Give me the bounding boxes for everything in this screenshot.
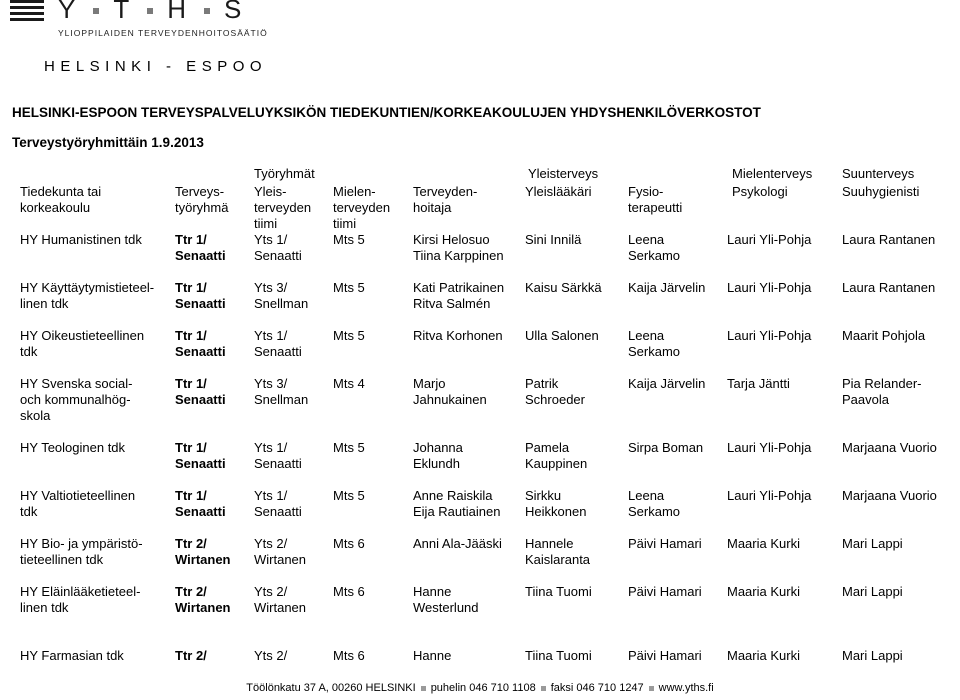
footer-separator [421,686,426,691]
cell-faculty: HY Humanistinen tdk [20,232,142,247]
cell-doctor: Schroeder [525,392,585,407]
cell-psych: Lauri Yli-Pohja [727,488,812,503]
cell-general: Senaatti [254,504,302,519]
cell-mental: Mts 5 [333,328,365,343]
cell-nurse: Johanna [413,440,463,455]
column-header-doctor: Yleislääkäri [525,184,592,199]
footer-address: Töölönkatu 37 A, 00260 HELSINKI [246,682,416,694]
cell-psych: Lauri Yli-Pohja [727,328,812,343]
cell-physio: Leena [628,488,665,503]
cell-nurse: Anni Ala-Jääski [413,536,502,551]
cell-doctor: Kaisu Särkkä [525,280,602,295]
group-header: Yleisterveys [528,166,599,181]
logo-separator [204,8,210,14]
cell-faculty: HY Käyttäytymistieteel- [20,280,155,295]
yths-logo-mark [10,0,44,22]
cell-doctor: Kaislaranta [525,552,591,567]
cell-nurse: Ritva Korhonen [413,328,503,343]
footer-separator [541,686,546,691]
footer-phone: puhelin 046 710 1108 [430,682,536,694]
cell-general: Yts 1/ [254,488,288,503]
column-header-psych: Psykologi [732,184,788,199]
column-header-mental: tiimi [333,216,357,231]
cell-mental: Mts 6 [333,648,365,663]
cell-general: Yts 1/ [254,440,288,455]
cell-psych: Maaria Kurki [727,536,800,551]
cell-hygienist: Laura Rantanen [842,280,936,295]
group-header: Mielenterveys [732,166,813,181]
cell-team: Ttr 2/ [175,584,207,599]
cell-general: Yts 2/ [254,648,288,663]
cell-team: Senaatti [175,344,226,359]
cell-doctor: Hannele [525,536,574,551]
cell-nurse: Ritva Salmén [413,296,491,311]
cell-general: Senaatti [254,456,302,471]
cell-hygienist: Laura Rantanen [842,232,936,247]
column-header-team: Terveys- [175,184,225,199]
cell-general: Yts 2/ [254,584,288,599]
column-header-team: työryhmä [175,200,229,215]
cell-physio: Päivi Hamari [628,584,702,599]
cell-psych: Maaria Kurki [727,584,800,599]
cell-hygienist: Mari Lappi [842,648,903,663]
cell-general: Yts 1/ [254,328,288,343]
cell-general: Snellman [254,296,309,311]
cell-faculty: HY Valtiotieteellinen [20,488,136,503]
city-heading: HELSINKI - ESPOO [44,58,268,75]
logo-separator [93,8,99,14]
cell-general: Senaatti [254,344,302,359]
cell-faculty: HY Farmasian tdk [20,648,124,663]
cell-general: Snellman [254,392,309,407]
cell-faculty: linen tdk [20,600,69,615]
cell-hygienist: Maarit Pohjola [842,328,926,343]
cell-faculty: tdk [20,344,38,359]
cell-mental: Mts 6 [333,536,365,551]
cell-hygienist: Mari Lappi [842,536,903,551]
cell-physio: Päivi Hamari [628,648,702,663]
cell-hygienist: Mari Lappi [842,584,903,599]
logo-letters [58,0,245,25]
footer-fax: faksi 046 710 1247 [550,682,644,694]
cell-team: Wirtanen [175,600,231,615]
cell-hygienist: Paavola [842,392,889,407]
cell-faculty: tdk [20,504,38,519]
logo-tagline: YLIOPPILAIDEN TERVEYDENHOITOSÄÄTIÖ [58,28,268,38]
column-header-mental: terveyden [333,200,391,215]
cell-psych: Lauri Yli-Pohja [727,280,812,295]
cell-team: Senaatti [175,296,226,311]
cell-faculty: linen tdk [20,296,69,311]
cell-general: Senaatti [254,248,302,263]
cell-faculty: skola [20,408,51,423]
cell-doctor: Tiina Tuomi [525,648,592,663]
cell-doctor: Tiina Tuomi [525,584,592,599]
cell-nurse: Westerlund [413,600,479,615]
cell-psych: Maaria Kurki [727,648,800,663]
cell-hygienist: Pia Relander- [842,376,922,391]
cell-general: Wirtanen [254,552,307,567]
column-header-faculty: Tiedekunta tai [20,184,102,199]
cell-doctor: Heikkonen [525,504,587,519]
cell-nurse: Jahnukainen [413,392,487,407]
column-header-hygienist: Suuhygienisti [842,184,920,199]
cell-physio: Serkamo [628,504,681,519]
cell-doctor: Ulla Salonen [525,328,599,343]
cell-nurse: Eklundh [413,456,460,471]
cell-nurse: Hanne [413,584,452,599]
logo-letter: Y [58,0,80,24]
cell-physio: Sirpa Boman [628,440,704,455]
cell-mental: Mts 5 [333,232,365,247]
cell-hygienist: Marjaana Vuorio [842,440,937,455]
cell-psych: Tarja Jäntti [727,376,790,391]
cell-nurse: Eija Rautiainen [413,504,501,519]
logo-letter: S [224,0,246,24]
yths-logo [10,0,268,44]
cell-team: Ttr 2/ [175,536,207,551]
column-header-general: tiimi [254,216,278,231]
cell-team: Ttr 1/ [175,232,207,247]
logo-separator [147,8,153,14]
column-header-physio: Fysio- [628,184,664,199]
cell-faculty: HY Svenska social- [20,376,133,391]
cell-doctor: Sini Innilä [525,232,582,247]
logo-letter: H [167,0,191,24]
cell-team: Wirtanen [175,552,231,567]
cell-doctor: Patrik [525,376,559,391]
cell-team: Senaatti [175,456,226,471]
cell-team: Ttr 1/ [175,376,207,391]
cell-nurse: Tiina Karppinen [413,248,504,263]
cell-faculty: och kommunalhög- [20,392,131,407]
column-header-nurse: hoitaja [413,200,452,215]
cell-physio: Kaija Järvelin [628,280,706,295]
column-header-faculty: korkeakoulu [20,200,91,215]
footer [0,682,960,694]
group-header: Työryhmät [254,166,315,181]
column-header-general: Yleis- [254,184,287,199]
cell-general: Wirtanen [254,600,307,615]
column-header-general: terveyden [254,200,312,215]
cell-mental: Mts 6 [333,584,365,599]
footer-separator [649,686,654,691]
cell-physio: Kaija Järvelin [628,376,706,391]
group-header: Suunterveys [842,166,915,181]
cell-team: Senaatti [175,504,226,519]
cell-physio: Serkamo [628,344,681,359]
cell-mental: Mts 4 [333,376,365,391]
cell-team: Ttr 2/ [175,648,207,663]
cell-physio: Leena [628,328,665,343]
column-header-physio: terapeutti [628,200,683,215]
column-header-nurse: Terveyden- [413,184,478,199]
cell-doctor: Pamela [525,440,570,455]
cell-faculty: HY Oikeustieteellinen [20,328,145,343]
cell-team: Ttr 1/ [175,328,207,343]
cell-hygienist: Marjaana Vuorio [842,488,937,503]
cell-faculty: HY Teologinen tdk [20,440,126,455]
cell-general: Yts 3/ [254,280,288,295]
cell-psych: Lauri Yli-Pohja [727,232,812,247]
cell-nurse: Hanne [413,648,452,663]
cell-team: Ttr 1/ [175,488,207,503]
logo-letter: T [113,0,134,24]
cell-nurse: Anne Raiskila [413,488,493,503]
cell-mental: Mts 5 [333,280,365,295]
cell-team: Senaatti [175,248,226,263]
cell-doctor: Kauppinen [525,456,588,471]
cell-faculty: HY Eläinlääketieteel- [20,584,141,599]
cell-team: Senaatti [175,392,226,407]
cell-general: Yts 2/ [254,536,288,551]
cell-team: Ttr 1/ [175,280,207,295]
footer-website: www.yths.fi [658,682,714,694]
cell-nurse: Marjo [413,376,446,391]
cell-physio: Serkamo [628,248,681,263]
column-header-mental: Mielen- [333,184,376,199]
cell-physio: Leena [628,232,665,247]
cell-physio: Päivi Hamari [628,536,702,551]
cell-psych: Lauri Yli-Pohja [727,440,812,455]
cell-team: Ttr 1/ [175,440,207,455]
document-title: HELSINKI-ESPOON TERVEYSPALVELUYKSIKÖN TIEDEKUNTIEN/KORKEAKOULUJEN YHDYSHENKILÖVERKOSTOT [12,105,761,120]
cell-nurse: Kirsi Helosuo [413,232,490,247]
cell-mental: Mts 5 [333,440,365,455]
cell-general: Yts 3/ [254,376,288,391]
cell-mental: Mts 5 [333,488,365,503]
cell-nurse: Kati Patrikainen [413,280,505,295]
cell-doctor: Sirkku [525,488,562,503]
cell-faculty: tieteellinen tdk [20,552,104,567]
cell-faculty: HY Bio- ja ympäristö- [20,536,143,551]
cell-general: Yts 1/ [254,232,288,247]
document-subtitle: Terveystyöryhmittäin 1.9.2013 [12,135,204,150]
